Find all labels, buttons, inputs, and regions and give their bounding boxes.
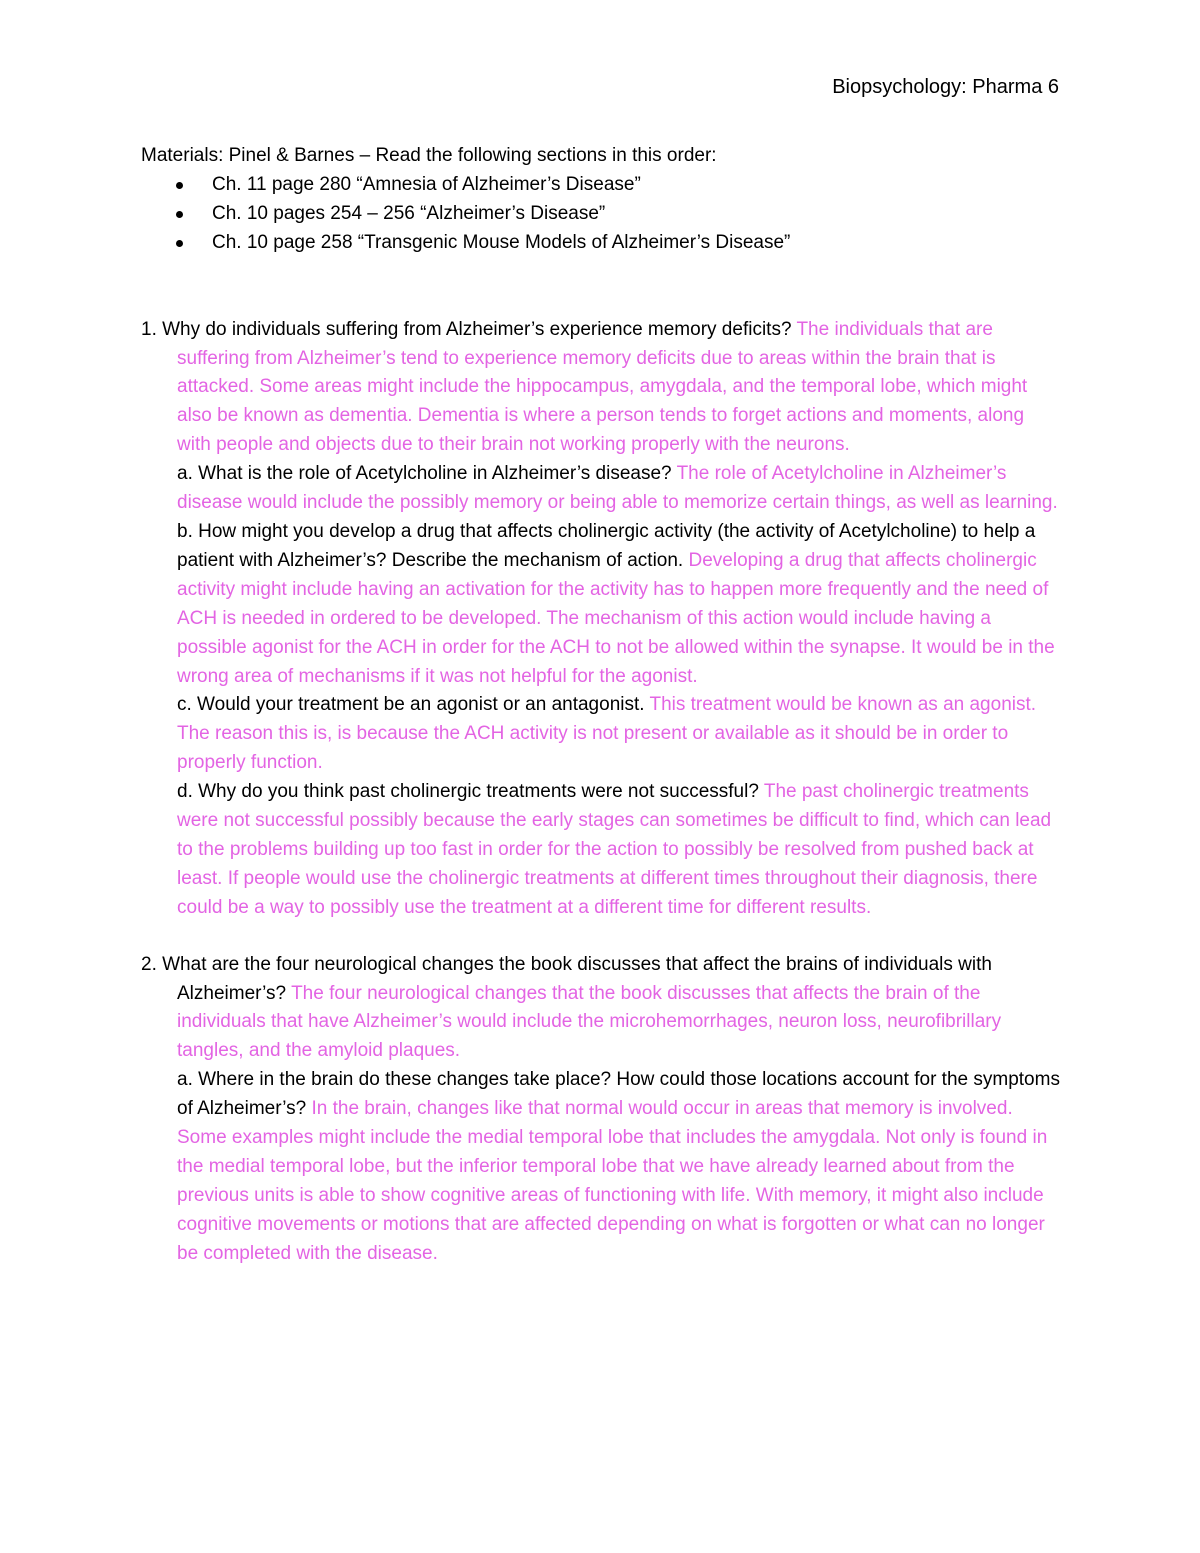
- page-header-title: Biopsychology: Pharma 6: [832, 76, 1059, 98]
- materials-intro: Materials: Pinel & Barnes – Read the following sections in this order:: [141, 145, 717, 166]
- question-1d-answer: The past cholinergic treatments were not successful possibly because the early stages can sometimes be difficult to find, which can lead to the problems building up too fast in order for the action to possibly be resolved from pushed back at least. If people would use the cholinergic treatments at different times throughout their diagnosis, there could be a way to possibly use the treatment at a different time for different results.: [177, 781, 1052, 918]
- reading-list-item: Ch. 10 page 258 “Transgenic Mouse Models of Alzheimer’s Disease”: [141, 229, 1061, 258]
- reading-list-item: Ch. 11 page 280 “Amnesia of Alzheimer’s Disease”: [141, 171, 1061, 200]
- question-1b: [141, 518, 1061, 691]
- question-1b-answer: Developing a drug that affects cholinergic activity might include having an activation for the activity has to happen more frequently and the need of ACH is needed in ordered to be developed. The mechanism of this action would include having a possible agonist for the ACH in order for the ACH to not be allowed within the synapse. It would be in the wrong area of mechanisms if it was not helpful for the agonist.: [177, 549, 1055, 687]
- question-2-prompt: 2. What are the four neurological changes the book discusses that affect the brains of individuals with Alzheimer’s?: [141, 953, 992, 1004]
- document-body: [141, 142, 1061, 1269]
- question-1d-prompt: d. Why do you think past cholinergic treatments were not successful?: [177, 781, 759, 803]
- question-1a: [141, 460, 1061, 518]
- question-1a-prompt: a. What is the role of Acetylcholine in Alzheimer’s disease?: [177, 463, 672, 485]
- question-1: [141, 316, 1061, 461]
- question-1c-answer: This treatment would be known as an agonist. The reason this is, is because the ACH activity is not present or available as it should be in order to properly function.: [177, 694, 1037, 774]
- question-1c-prompt: c. Would your treatment be an agonist or an antagonist.: [177, 694, 645, 716]
- question-2a: [141, 1066, 1061, 1268]
- question-2: [141, 951, 1061, 1067]
- reading-list-item: Ch. 10 pages 254 – 256 “Alzheimer’s Disease”: [141, 200, 1061, 229]
- question-1a-answer: The role of Acetylcholine in Alzheimer’s disease would include the possibly memory or being able to memorize certain things, as well as learning.: [177, 463, 1058, 514]
- question-1b-prompt: b. How might you develop a drug that affects cholinergic activity (the activity of Acetylcholine) to help a patient with Alzheimer’s? Describe the mechanism of action.: [177, 520, 1036, 571]
- question-2a-prompt: a. Where in the brain do these changes take place? How could those locations account for the symptoms of Alzheimer’s?: [177, 1069, 1060, 1120]
- question-1-prompt: 1. Why do individuals suffering from Alzheimer’s experience memory deficits?: [141, 318, 792, 340]
- reading-list: [141, 171, 1061, 258]
- question-1c: [141, 691, 1061, 778]
- question-2a-answer: In the brain, changes like that normal would occur in areas that memory is involved. Some examples might include the medial temporal lobe that includes the amygdala. Not only is found in the medial temporal lobe, but the inferior temporal lobe that we have already learned about from the previous units is able to show cognitive areas of functioning with life. With memory, it might also include cognitive movements or motions that are affected depending on what is forgotten or what can no longer be completed with the disease.: [177, 1098, 1048, 1264]
- question-2-answer: The four neurological changes that the book discusses that affects the brain of the individuals that have Alzheimer’s would include the microhemorrhages, neuron loss, neurofibrillary tangles, and the amyloid plaques.: [177, 982, 1002, 1062]
- question-1d: [141, 778, 1061, 923]
- question-1-answer: The individuals that are suffering from Alzheimer’s tend to experience memory deficits due to areas within the brain that is attacked. Some areas might include the hippocampus, amygdala, and the temporal lobe, which might also be known as dementia. Dementia is where a person tends to forget actions and moments, along with people and objects due to their brain not working properly with the neurons.: [177, 318, 1028, 456]
